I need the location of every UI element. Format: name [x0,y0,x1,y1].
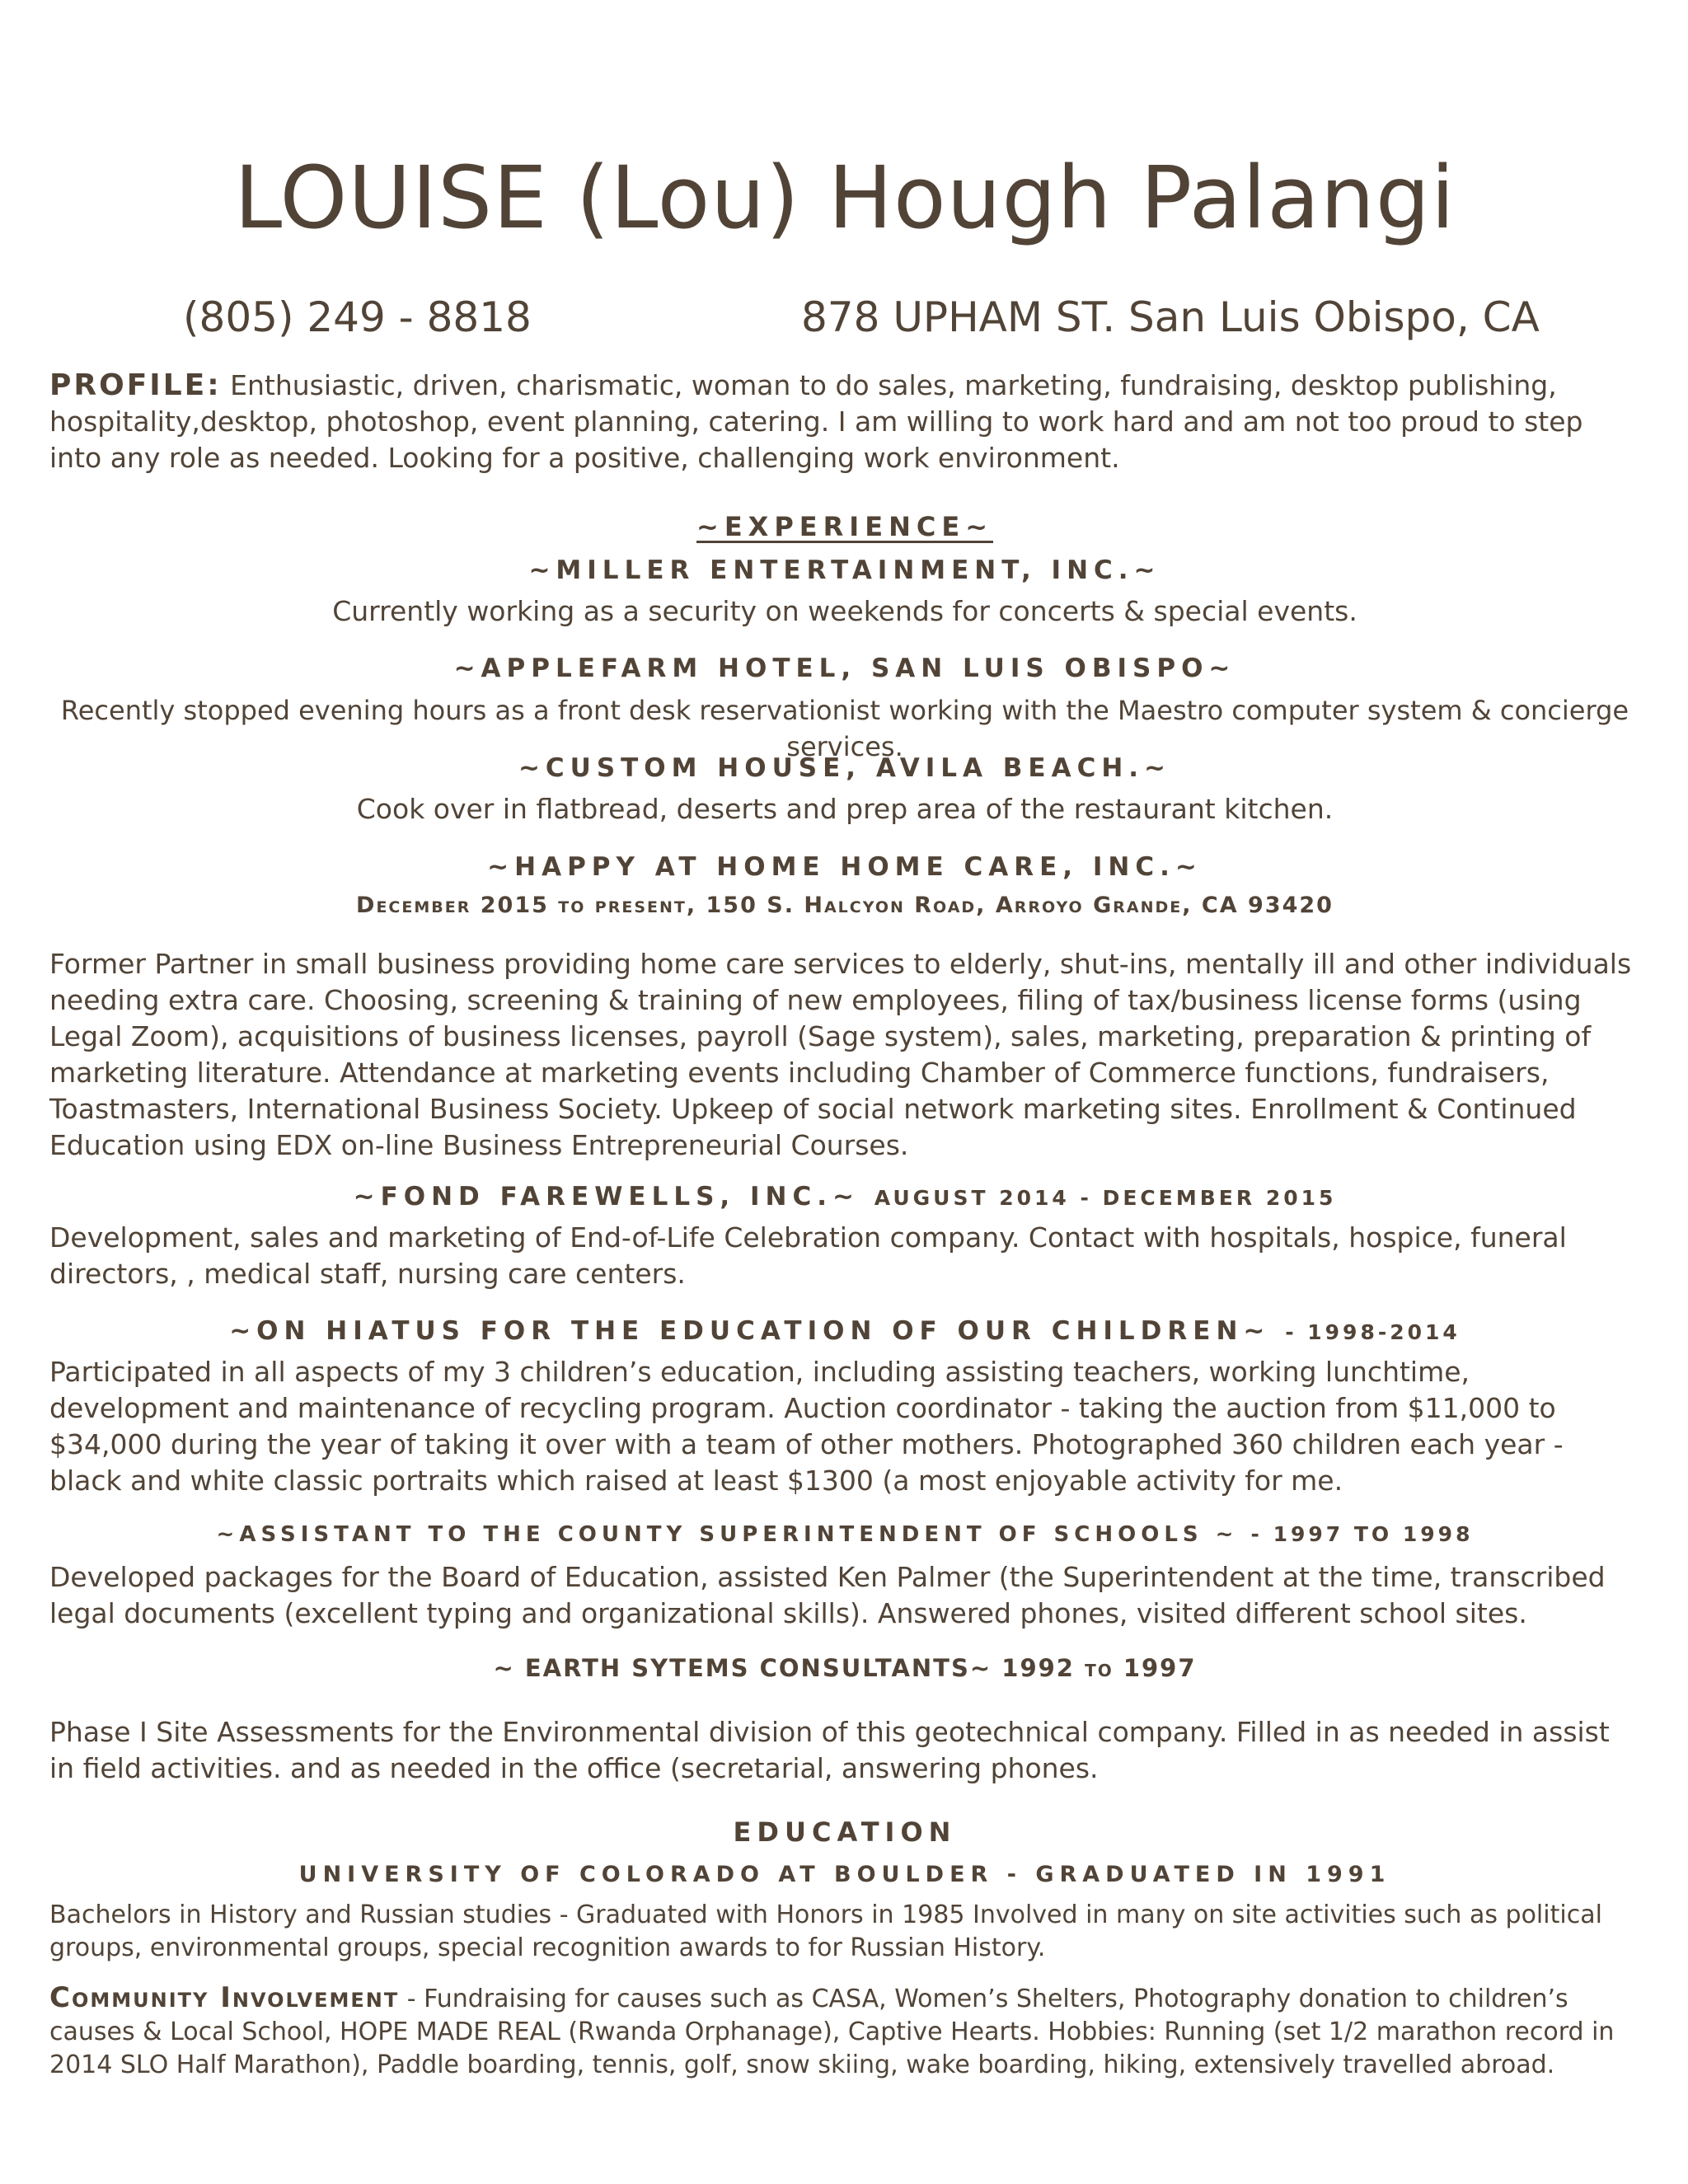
experience-title-text: ~EXPERIENCE~ [696,511,993,542]
community-label: Community Involvement [49,1981,400,2014]
profile-label: PROFILE: [49,368,222,402]
education-title: EDUCATION [733,1816,957,1848]
job-text-hiatus: Participated in all aspects of my 3 children’s education, including assisting teachers, working lunchtime, development and maintenance of recycling program. Auction coordinator - taking the auction from $11,000 to $34,000 during the year of taking it over with a team of other mothers. Photographed 360 children each year - black and white classic portraits which raised at least $1300 (a most enjoyable activity for me. [49,1356,1564,1497]
job-heading-applefarm: ~APPLEFARM HOTEL, SAN LUIS OBISPO~ [453,654,1236,683]
job-dates-earth-systems: 1992 to 1997 [1001,1654,1197,1682]
community-section [49,1981,1640,2082]
job-heading-earth-systems [49,1656,1640,1682]
education-text: Bachelors in History and Russian studies - Graduated with Honors in 1985 Involved in many on site activities such as political groups, environmental groups, special recognition awards to for Russian History. [49,1900,1602,1962]
job-text-happy-at-home: Former Partner in small business providing home care services to elderly, shut-ins, mentally ill and other individuals needing extra care. Choosing, screening & training of new employees, filing of tax/business license forms (using Legal Zoom), acquisitions of business licenses, payroll (Sage system), sales, marketing, preparation & printing of marketing literature. Attendance at marketing events including Chamber of Commerce functions, fundraisers, Toastmasters, International Business Society. Upkeep of social network marketing sites. Enrollment & Continued Education using EDX on-line Business Entrepreneurial Courses. [49,948,1632,1161]
job-heading-custom-house: ~CUSTOM HOUSE, AVILA BEACH.~ [518,753,1172,783]
education-school: UNIVERSITY OF COLORADO AT BOULDER - GRADUATED IN 1991 [298,1862,1391,1887]
community-text: - Fundraising for causes such as CASA, Women’s Shelters, Photography donation to children’s causes & Local School, HOPE MADE REAL (Rwanda Orphanage), Captive Hearts. Hobbies: Running (set 1/2 marathon record in 2014 SLO Half Marathon), Paddle boarding, tennis, golf, snow skiing, wake boarding, hiking, extensively travelled abroad. [49,1985,1615,2079]
job-text-fond-farewells: Development, sales and marketing of End-of-Life Celebration company. Contact with hospitals, hospice, funeral directors, , medical staff, nursing care centers. [49,1221,1567,1290]
profile-text: Enthusiastic, driven, charismatic, woman to do sales, marketing, fundraising, desktop publishing, hospitality,desktop, photoshop, event planning, catering. I am willing to work hard and am not too proud to step into any role as needed. Looking for a positive, challenging work environment. [49,369,1583,474]
job-heading-assistant-name: ~ASSISTANT TO THE COUNTY SUPERINTENDENT OF SCHOOLS ~ [216,1522,1239,1547]
job-text-assistant: Developed packages for the Board of Education, assisted Ken Palmer (the Superintendent at the time, transcribed legal documents (excellent typing and organizational skills). Answered phones, visited different school sites. [49,1561,1606,1629]
job-heading-hiatus-name: ~ON HIATUS FOR THE EDUCATION OF OUR CHILDREN~ [229,1316,1271,1346]
mailing-address: 878 UPHAM ST. San Luis Obispo, CA [801,293,1540,341]
job-dates-fond-farewells: AUGUST 2014 - DECEMBER 2015 [874,1186,1337,1210]
job-heading-fond-farewells-name: ~FOND FAREWELLS, INC.~ [353,1182,860,1212]
job-dates-hiatus: - 1998-2014 [1285,1320,1461,1344]
job-heading-assistant [49,1523,1640,1547]
job-heading-earth-systems-name: ~ EARTH SYTEMS CONSULTANTS~ [493,1654,992,1682]
job-subheading-happy-at-home: December 2015 to present, 150 S. Halcyon Road, Arroyo Grande, CA 93420 [356,893,1334,918]
job-text-earth-systems: Phase I Site Assessments for the Environmental division of this geotechnical company. Filled in as needed in assist in field activities. and as needed in the office (secretarial, answering phones. [49,1716,1610,1784]
job-text-custom-house: Cook over in flatbread, deserts and prep area of the restaurant kitchen. [356,793,1334,825]
resume-name: LOUISE (Lou) Hough Palangi [234,148,1456,248]
job-heading-miller: ~MILLER ENTERTAINMENT, INC.~ [528,555,1161,585]
job-heading-hiatus [49,1317,1640,1345]
profile-section [49,368,1640,476]
phone-number: (805) 249 - 8818 [183,293,532,341]
job-heading-fond-farewells [49,1183,1640,1211]
job-text-applefarm: Recently stopped evening hours as a front desk reservationist working with the Maestro computer system & concierge services. [60,695,1629,762]
job-dates-assistant: - 1997 TO 1998 [1250,1522,1474,1546]
experience-title [49,513,1640,541]
job-heading-happy-at-home: ~HAPPY AT HOME HOME CARE, INC.~ [487,852,1203,882]
job-text-miller: Currently working as a security on weekends for concerts & special events. [332,595,1357,627]
